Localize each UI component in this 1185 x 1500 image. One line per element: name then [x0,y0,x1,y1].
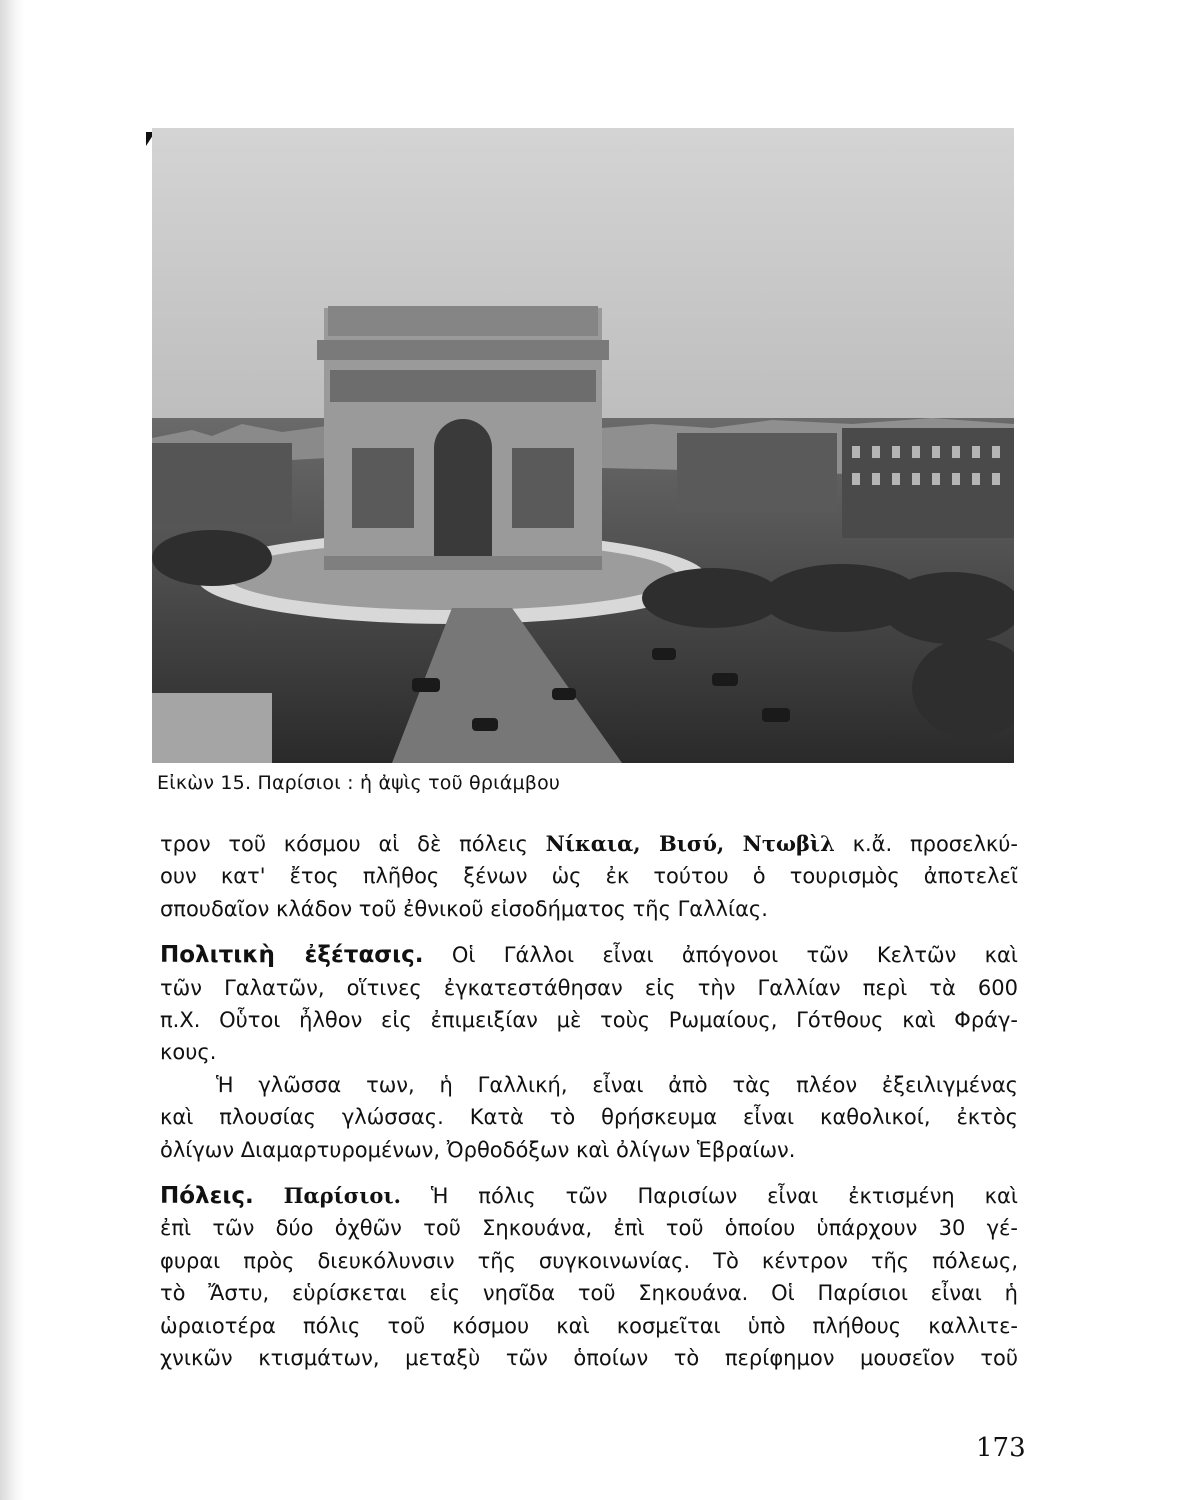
politics-line-2: τῶν Γαλατῶν, οἵτινες ἐγκατεστάθησαν εἰς τὴν Γαλλίαν περὶ τὰ 600 [160,975,1018,1000]
page-number: 173 [976,1433,1026,1463]
politics-heading: Πολιτικὴ ἐξέτασις. [160,942,424,969]
politics-line-3: π.Χ. Οὗτοι ἦλθον εἰς ἐπιμειξίαν μὲ τοὺς Ρωμαίους, Γότθους καὶ Φράγ- [160,1008,1018,1033]
politics-line-4: κους. [160,1040,217,1065]
language-line-1: Ἡ γλῶσσα των, ἡ Γαλλική, εἶναι ἀπὸ τὰς πλέον ἐξειλιγμένας [216,1072,1018,1097]
p1-line-1c: κ.ἄ. προσελκύ- [834,832,1018,856]
arc-de-triomphe-photo [152,128,1014,763]
cities-heading: Πόλεις. [160,1183,254,1210]
figure-label: Εἰκὼν 15. [157,772,252,794]
p1-line-2: ουν κατ' ἔτος πλῆθος ξένων ὡς ἐκ τούτου ὁ τουρισμὸς ἀποτελεῖ [160,864,1018,889]
cities-line-2: ἐπὶ τῶν δύο ὀχθῶν τοῦ Σηκουάνα, ἐπὶ τοῦ ὁποίου ὑπάρχουν 30 γέ- [160,1216,1018,1241]
paris-bold: Παρίσιοι. [283,1183,401,1209]
triumphal-arch-shape [317,306,609,570]
page-edge-shadow [0,0,24,1500]
politics-line-1 [160,939,1018,971]
p1-line-3: σπουδαῖον κλάδον τοῦ ἐθνικοῦ εἰσοδήματος τῆς Γαλλίας. [160,896,768,921]
cities-line-1 [160,1180,1018,1212]
cities-line-5: ὡραιοτέρα πόλις τοῦ κόσμου καὶ κοσμεῖται ὑπὸ πλήθους καλλιτε- [160,1313,1018,1338]
body-text [160,828,1018,1375]
language-line-3: ὀλίγων Διαμαρτυρομένων, Ὀρθοδόξων καὶ ὀλίγων Ἑβραίων. [160,1137,796,1162]
p1-line-1 [160,828,1018,860]
photo-illustration [152,128,1014,763]
figure-text: Παρίσιοι : ἡ ἀψὶς τοῦ θριάμβου [251,772,561,794]
cities-line-4: τὸ Ἄστυ, εὑρίσκεται εἰς νησῖδα τοῦ Σηκουάνα. Οἱ Παρίσιοι εἶναι ἡ [160,1281,1018,1306]
language-line-2: καὶ πλουσίας γλώσσας. Κατὰ τὸ θρήσκευμα εἶναι καθολικοί, ἐκτὸς [160,1105,1018,1130]
cities-line-6: χνικῶν κτισμάτων, μεταξὺ τῶν ὁποίων τὸ περίφημον μουσεῖον τοῦ [160,1346,1018,1371]
politics-line-1-text: Οἱ Γάλλοι εἶναι ἀπόγονοι τῶν Κελτῶν καὶ [423,943,1018,968]
city-names-bold: Νίκαια, Βισύ, Ντωβὶλ [545,831,835,856]
cities-line-3: φυραι πρὸς διευκόλυνσιν τῆς συγκοινωνίας. Τὸ κέντρον τῆς πόλεως, [160,1248,1018,1273]
p1-line-1a: τρον τοῦ κόσμου αἱ δὲ πόλεις [160,832,546,856]
cities-line-1-text: Ἡ πόλις τῶν Παρισίων εἶναι ἐκτισμένη καὶ [400,1184,1018,1209]
figure-caption [157,772,560,794]
